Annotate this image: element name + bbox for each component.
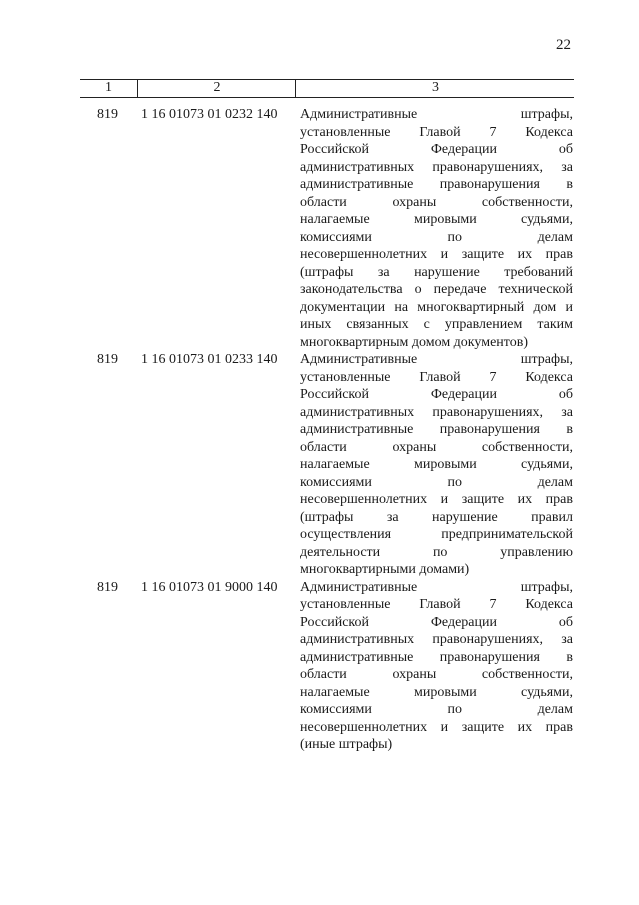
description-line: налагаемые мировыми судьями,	[300, 457, 573, 472]
description-line: налагаемые мировыми судьями,	[300, 684, 573, 700]
header-col-3: 3	[295, 80, 575, 97]
admin-code: 819	[97, 579, 118, 595]
table-row	[0, 106, 639, 351]
description-line: административные правонарушения в	[300, 177, 573, 192]
table-header	[80, 79, 574, 98]
description-line: деятельности по управлению	[300, 544, 573, 560]
description-line: комиссиями по делам	[300, 474, 573, 490]
description-line: несовершеннолетних и защите их прав	[300, 492, 573, 507]
description-line: Административные штрафы,	[300, 352, 573, 367]
description-line: многоквартирными домами)	[300, 562, 470, 577]
description-line: административные правонарушения в	[300, 422, 573, 437]
budget-classification-code: 1 16 01073 01 0233 140	[141, 352, 278, 367]
description-line: Российской Федерации об	[300, 142, 573, 157]
budget-classification-code: 1 16 01073 01 9000 140	[141, 579, 278, 595]
description-line: комиссиями по делам	[300, 229, 573, 245]
description-line: Российской Федерации об	[300, 614, 573, 630]
table-row	[0, 351, 639, 579]
description-line: несовершеннолетних и защите их прав	[300, 719, 573, 735]
description-line: иных связанных с управлением таким	[300, 317, 573, 332]
description-line: административные правонарушения в	[300, 649, 573, 665]
description-line: установленные Главой 7 Кодекса	[300, 597, 573, 612]
description-line: установленные Главой 7 Кодекса	[300, 124, 573, 140]
header-col-1: 1	[105, 80, 112, 95]
income-description	[300, 351, 573, 579]
income-description	[300, 579, 573, 754]
income-description	[300, 106, 573, 351]
description-line: (штрафы за нарушение требований	[300, 264, 573, 280]
table-row	[0, 579, 639, 754]
page-number: 22	[556, 37, 571, 53]
description-line: установленные Главой 7 Кодекса	[300, 369, 573, 385]
description-line: области охраны собственности,	[300, 439, 573, 455]
budget-classification-code: 1 16 01073 01 0232 140	[141, 107, 278, 122]
description-line: административных правонарушениях, за	[300, 159, 573, 175]
description-line: законодательства о передаче технической	[300, 282, 573, 297]
header-col-2: 2	[137, 80, 296, 97]
description-line: комиссиями по делам	[300, 702, 573, 717]
description-line: (штрафы за нарушение правил	[300, 509, 573, 525]
description-line: документации на многоквартирный дом и	[300, 299, 573, 315]
admin-code: 819	[97, 107, 118, 122]
description-line: несовершеннолетних и защите их прав	[300, 247, 573, 262]
description-line: административных правонарушениях, за	[300, 404, 573, 420]
description-line: области охраны собственности,	[300, 194, 573, 210]
table-body	[0, 106, 639, 754]
description-line: административных правонарушениях, за	[300, 632, 573, 647]
description-line: осуществления предпринимательской	[300, 527, 573, 542]
description-line: налагаемые мировыми судьями,	[300, 212, 573, 227]
description-line: Российской Федерации об	[300, 387, 573, 402]
description-line: Административные штрафы,	[300, 579, 573, 595]
description-line: Административные штрафы,	[300, 107, 573, 122]
description-line: (иные штрафы)	[300, 737, 393, 752]
description-line: многоквартирным домом документов)	[300, 334, 528, 350]
admin-code: 819	[97, 352, 118, 367]
description-line: области охраны собственности,	[300, 667, 573, 682]
